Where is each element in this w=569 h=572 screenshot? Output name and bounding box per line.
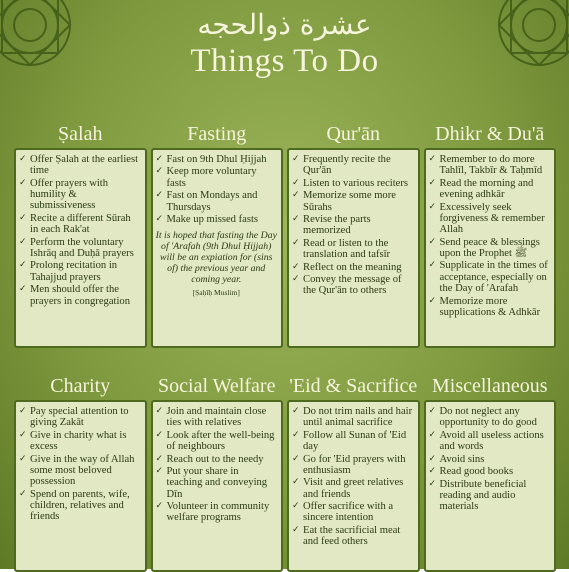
- list-item: ✓ Follow all Sunan of 'Eid day: [292, 430, 414, 453]
- list-item: ✓ Memorize more supplications & Adhkār: [429, 296, 551, 319]
- list-item: ✓ Visit and greet relatives and friends: [292, 477, 414, 500]
- list-item: ✓ Offer Ṣalah at the earliest time: [19, 154, 141, 177]
- section-box: [14, 148, 147, 348]
- list-item: ✓ Convey the message of the Qur'ān to others: [292, 274, 414, 297]
- section-title: Miscellaneous: [431, 375, 548, 397]
- section-title: Ṣalah: [58, 123, 103, 145]
- section-title: Qur'ān: [326, 123, 381, 145]
- list-item: ✓ Put your share in teaching and conveying Dīn: [156, 466, 278, 500]
- list-item: ✓ Distribute beneficial reading and audio materials: [429, 479, 551, 513]
- list-item: ✓ Spend on parents, wife, children, relatives and friends: [19, 489, 141, 523]
- list-item: ✓ Avoid all useless actions and words: [429, 430, 551, 453]
- list-item: ✓ Listen to various reciters: [292, 178, 414, 189]
- hadith-citation: [Ṣaḥīḥ Muslim]: [192, 288, 240, 298]
- section-title: Charity: [50, 375, 111, 397]
- list-item: ✓ Give in the way of Allah some most beloved possession: [19, 454, 141, 488]
- section-title: Dhikr & Du'ā: [435, 123, 545, 145]
- list-item: ✓ Join and maintain close ties with relatives: [156, 406, 278, 429]
- list-item: ✓ Prolong recitation in Tahajjud prayers: [19, 260, 141, 283]
- section-box: [287, 148, 420, 348]
- page-header: [0, 8, 569, 80]
- section-box: [287, 400, 420, 572]
- section-eid-sacrifice: [287, 372, 420, 572]
- list-item: ✓ Give in charity what is excess: [19, 430, 141, 453]
- list-item: ✓ Do not neglect any opportunity to do good: [429, 406, 551, 429]
- list-item: ✓ Keep more voluntary fasts: [156, 166, 278, 189]
- page-title: Things To Do: [190, 43, 379, 79]
- section-title: Social Welfare: [158, 375, 276, 397]
- list-item: ✓ Read good books: [429, 466, 551, 477]
- list-item: ✓ Make up missed fasts: [156, 214, 278, 225]
- list-item: ✓ Fast on 9th Dhul Ḥijjah: [156, 154, 278, 165]
- list-item: ✓ Supplicate in the times of acceptance, especially on the Day of 'Arafah: [429, 260, 551, 294]
- list-item: ✓ Reach out to the needy: [156, 454, 278, 465]
- hadith-note: It is hoped that fasting the Day of 'Arafah (9th Dhul Ḥijjah) will be an expiation for (sins of) the previous year and coming year.: [155, 230, 277, 286]
- list-item: ✓ Read or listen to the translation and tafsīr: [292, 238, 414, 261]
- list-item: ✓ Avoid sins: [429, 454, 551, 465]
- list-item: ✓ Remember to do more Tahlīl, Takbīr & Taḥmīd: [429, 154, 551, 177]
- list-item: ✓ Reflect on the meaning: [292, 262, 414, 273]
- top-sections: [14, 120, 556, 348]
- list-item: ✓ Revise the parts memorized: [292, 214, 414, 237]
- list-item: ✓ Send peace & blessings upon the Prophet ﷺ: [429, 237, 551, 260]
- list-item: ✓ Look after the well-being of neighbours: [156, 430, 278, 453]
- list-item: ✓ Do not trim nails and hair until animal sacrifice: [292, 406, 414, 429]
- section-title: 'Eid & Sacrifice: [289, 375, 418, 397]
- section-box: [424, 148, 557, 348]
- section-box: [14, 400, 147, 572]
- section-charity: [14, 372, 147, 572]
- arabic-title: عشرة ذوالحجه: [197, 8, 372, 41]
- section-quran: [287, 120, 420, 348]
- section-social-welfare: [151, 372, 284, 572]
- bottom-sections: [14, 372, 556, 572]
- section-box: [424, 400, 557, 572]
- list-item: ✓ Frequently recite the Qur'ān: [292, 154, 414, 177]
- section-dhikr: [424, 120, 557, 348]
- list-item: ✓ Offer sacrifice with a sincere intention: [292, 501, 414, 524]
- list-item: ✓ Perform the voluntary Ishrāq and Duḥā prayers: [19, 237, 141, 260]
- list-item: ✓ Fast on Mondays and Thursdays: [156, 190, 278, 213]
- list-item: ✓ Excessively seek forgiveness & remember Allah: [429, 202, 551, 236]
- section-salah: [14, 120, 147, 348]
- list-item: ✓ Recite a different Sūrah in each Rak'at: [19, 213, 141, 236]
- section-box: [151, 400, 284, 572]
- list-item: ✓ Offer prayers with humility & submissiveness: [19, 178, 141, 212]
- list-item: ✓ Memorize some more Sūrahs: [292, 190, 414, 213]
- list-item: ✓ Eat the sacrificial meat and feed others: [292, 525, 414, 548]
- section-miscellaneous: [424, 372, 557, 572]
- list-item: ✓ Go for 'Eid prayers with enthusiasm: [292, 454, 414, 477]
- section-fasting: [151, 120, 284, 348]
- list-item: ✓ Read the morning and evening adhkār: [429, 178, 551, 201]
- list-item: ✓ Volunteer in community welfare programs: [156, 501, 278, 524]
- section-box: [151, 148, 284, 348]
- list-item: ✓ Pay special attention to giving Zakāt: [19, 406, 141, 429]
- section-title: Fasting: [187, 123, 247, 145]
- list-item: ✓ Men should offer the prayers in congregation: [19, 284, 141, 307]
